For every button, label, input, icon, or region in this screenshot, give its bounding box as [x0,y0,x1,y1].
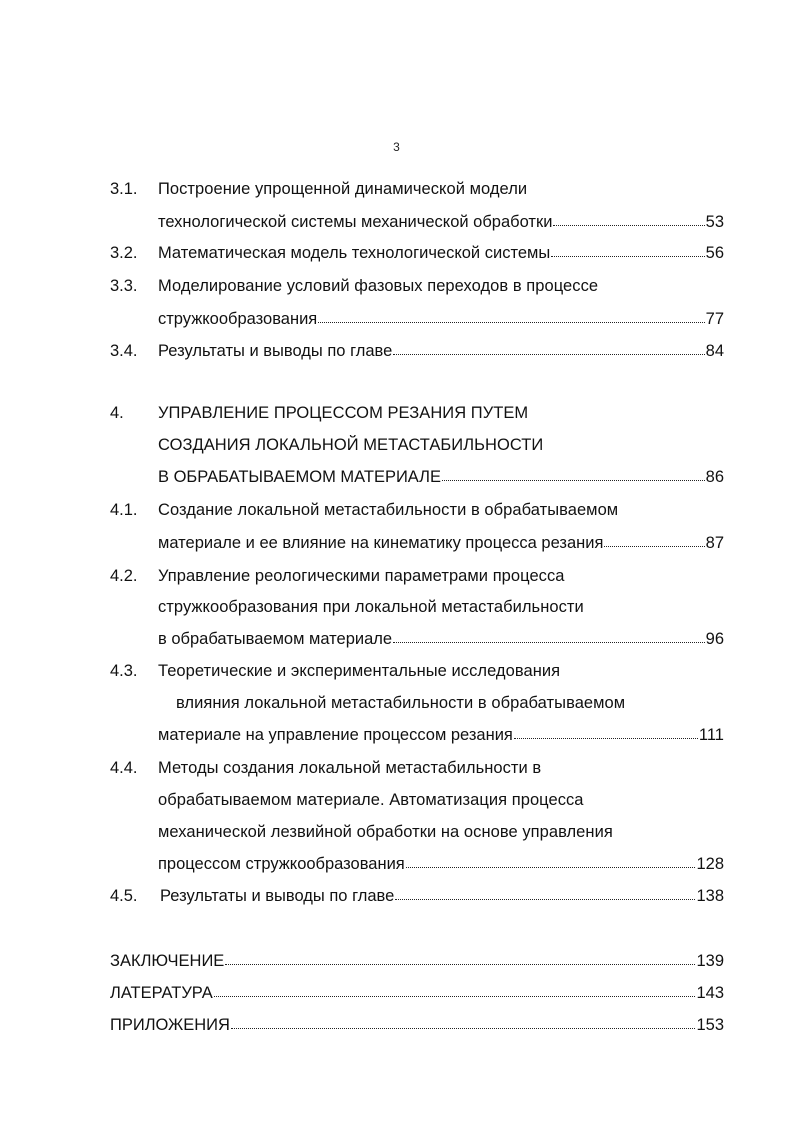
toc-leader [318,308,704,323]
toc-page: 86 [705,468,724,486]
toc-text: Результаты и выводы по главе [160,887,395,905]
toc-text: влияния локальной метастабильности в обрабатываемом [176,694,626,712]
toc-entry-3-4[interactable] [158,341,724,361]
toc-text: Результаты и выводы по главе [158,342,393,360]
toc-text: стружкообразования [158,310,318,328]
toc-text: стружкообразования при локальной метастабильности [158,598,584,616]
toc-leader [604,532,704,547]
toc-text: Математическая модель технологической системы [158,244,551,262]
toc-text: ЛАТЕРАТУРА [110,984,213,1002]
toc-text: технологической системы механической обработки [158,213,553,231]
toc-page: 56 [705,244,724,262]
toc-number: 3.4. [110,342,138,360]
toc-text: Теоретические и экспериментальные исследования [158,662,561,680]
toc-entry-4-3[interactable] [158,725,724,745]
toc-text: Создание локальной метастабильности в обрабатываемом [158,501,619,519]
toc-number: 3.2. [110,244,138,262]
toc-entry-4[interactable] [158,467,724,487]
toc-page: 143 [696,984,724,1002]
toc-entry-4-4[interactable] [158,854,724,874]
toc-leader [551,242,704,257]
toc-text: Управление реологическими параметрами процесса [158,567,565,585]
toc-leader [393,340,704,355]
toc-leader [395,885,695,900]
toc-page: 96 [705,630,724,648]
toc-entry-3-1[interactable] [158,212,724,232]
toc-entry-appendix[interactable] [110,1015,724,1035]
toc-leader [393,628,705,643]
page-number: 3 [393,140,400,154]
toc-leader [406,853,696,868]
toc-leader [214,982,696,997]
toc-leader [442,466,705,481]
toc-entry-3-2[interactable] [158,243,724,263]
toc-entry-4-1[interactable] [158,533,724,553]
toc-text: обрабатываемом материале. Автоматизация процесса [158,791,584,809]
toc-number: 4. [110,404,124,422]
toc-text: ЗАКЛЮЧЕНИЕ [110,952,225,970]
toc-page: 138 [696,887,724,905]
toc-text: СОЗДАНИЯ ЛОКАЛЬНОЙ МЕТАСТАБИЛЬНОСТИ [158,436,544,454]
toc-page: 128 [696,855,724,873]
toc-entry-4-5[interactable] [160,886,724,906]
toc-number: 4.3. [110,662,138,680]
toc-number: 4.5. [110,887,138,905]
toc-text: материале и ее влияние на кинематику процесса резания [158,534,604,552]
toc-entry-3-3[interactable] [158,309,724,329]
toc-text: процессом стружкообразования [158,855,405,873]
toc-entry-literature[interactable] [110,983,724,1003]
toc-page: 87 [705,534,724,552]
toc-page: 53 [705,213,724,231]
toc-number: 4.2. [110,567,138,585]
toc-text: В ОБРАБАТЫВАЕМОМ МАТЕРИАЛЕ [158,468,442,486]
toc-text: механической лезвийной обработки на основе управления [158,823,613,841]
toc-text: УПРАВЛЕНИЕ ПРОЦЕССОМ РЕЗАНИЯ ПУТЕМ [158,404,529,422]
toc-leader [553,211,704,226]
toc-page: 139 [696,952,724,970]
toc-number: 3.1. [110,180,138,198]
toc-text: материале на управление процессом резания [158,726,513,744]
toc-page: 153 [696,1016,724,1034]
toc-text: ПРИЛОЖЕНИЯ [110,1016,230,1034]
toc-leader [514,724,698,739]
toc-text: в обрабатываемом материале [158,630,393,648]
toc-page: 111 [698,726,724,744]
toc-entry-conclusion[interactable] [110,951,724,971]
toc-number: 3.3. [110,277,138,295]
toc-text: Методы создания локальной метастабильности в [158,759,542,777]
toc-number: 4.1. [110,501,138,519]
toc-page: 84 [705,342,724,360]
toc-text: Моделирование условий фазовых переходов в процессе [158,277,599,295]
toc-page: 77 [705,310,724,328]
toc-leader [231,1014,696,1029]
toc-text: Построение упрощенной динамической модели [158,180,528,198]
toc-number: 4.4. [110,759,138,777]
toc-entry-4-2[interactable] [158,629,724,649]
toc-leader [225,950,695,965]
